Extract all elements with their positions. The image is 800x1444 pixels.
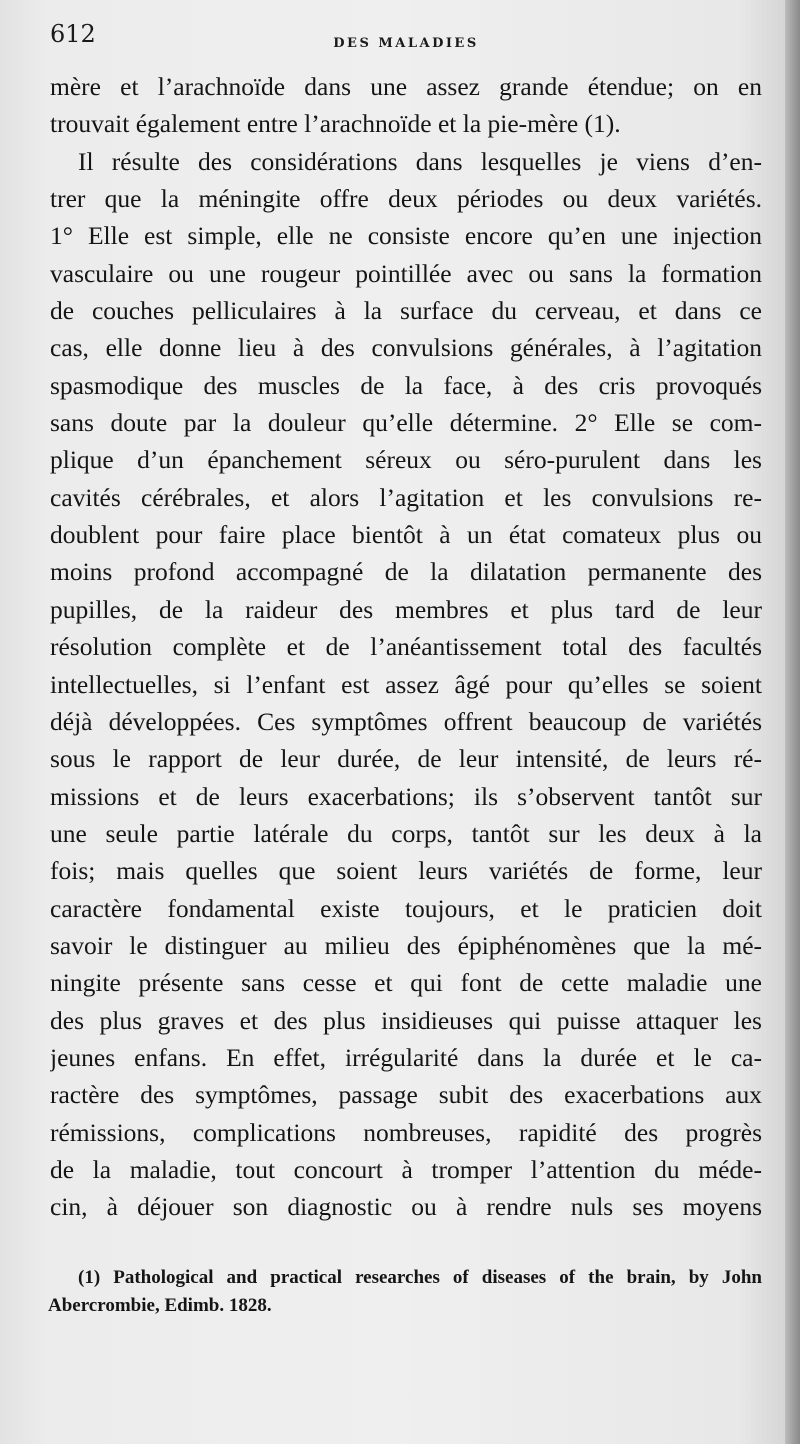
text-line: Il résulte des considérations dans lesquelles je viens d’en- — [78, 146, 762, 176]
body-text — [50, 68, 762, 1226]
text-line: caractère fondamental existe toujours, et le praticien doit — [50, 893, 762, 923]
page-number: 612 — [50, 20, 96, 48]
text-line: sans doute par la douleur qu’elle détermine. 2° Elle se com- — [50, 408, 762, 438]
running-head: DES MALADIES — [333, 36, 479, 51]
text-line: déjà développées. Ces symptômes offrent beaucoup de variétés — [50, 706, 762, 736]
page-header — [50, 20, 762, 60]
text-line: résolution complète et de l’anéantissement total des facultés — [50, 632, 762, 662]
text-line: plique d’un épanchement séreux ou séro-purulent dans les — [50, 445, 762, 475]
text-line: jeunes enfans. En effet, irrégularité dans la durée et le ca- — [50, 1042, 762, 1072]
text-line: vasculaire ou une rougeur pointillée avec ou sans la formation — [50, 258, 762, 288]
text-line: spasmodique des muscles de la face, à des cris provoqués — [50, 370, 762, 400]
text-line: ractère des symptômes, passage subit des exacerbations aux — [50, 1080, 762, 1110]
page-edge-shadow — [785, 0, 800, 1444]
text-line: cas, elle donne lieu à des convulsions générales, à l’agitation — [50, 333, 762, 363]
text-line: 1° Elle est simple, elle ne consiste encore qu’en une injection — [50, 221, 762, 251]
text-line: intellectuelles, si l’enfant est assez âgé pour qu’elles se soient — [50, 669, 762, 699]
text-line: moins profond accompagné de la dilatation permanente des — [50, 557, 762, 587]
footnote — [48, 1264, 762, 1320]
text-line: missions et de leurs exacerbations; ils s’observent tantôt sur — [50, 781, 762, 811]
text-line: savoir le distinguer au milieu des épiphénomènes que la mé- — [50, 930, 762, 960]
text-line: sous le rapport de leur durée, de leur intensité, de leurs ré- — [50, 744, 762, 774]
text-line: de la maladie, tout concourt à tromper l’attention du méde- — [50, 1154, 762, 1184]
text-line: trouvait également entre l’arachnoïde et la pie-mère (1). — [50, 109, 621, 139]
footnote-line: Abercrombie, Edimb. 1828. — [48, 1295, 272, 1316]
text-line: des plus graves et des plus insidieuses qui puisse attaquer les — [50, 1005, 762, 1035]
text-line: rémissions, complications nombreuses, rapidité des progrès — [50, 1117, 762, 1147]
text-line: cavités cérébrales, et alors l’agitation et les convulsions re- — [50, 482, 762, 512]
text-line: fois; mais quelles que soient leurs variétés de forme, leur — [50, 856, 762, 886]
text-line: mère et l’arachnoïde dans une assez grande étendue; on en — [50, 72, 762, 101]
text-line: cin, à déjouer son diagnostic ou à rendre nuls ses moyens — [50, 1192, 762, 1222]
text-line: doublent pour faire place bientôt à un état comateux plus ou — [50, 520, 762, 550]
text-line: ningite présente sans cesse et qui font de cette maladie une — [50, 968, 762, 998]
text-line: pupilles, de la raideur des membres et plus tard de leur — [50, 594, 762, 624]
text-line: une seule partie latérale du corps, tantôt sur les deux à la — [50, 818, 762, 848]
text-line: trer que la méningite offre deux périodes ou deux variétés. — [50, 184, 762, 214]
text-line: de couches pelliculaires à la surface du cerveau, et dans ce — [50, 296, 762, 326]
footnote-line: (1) Pathological and practical researches of diseases of the brain, by John — [78, 1267, 762, 1288]
